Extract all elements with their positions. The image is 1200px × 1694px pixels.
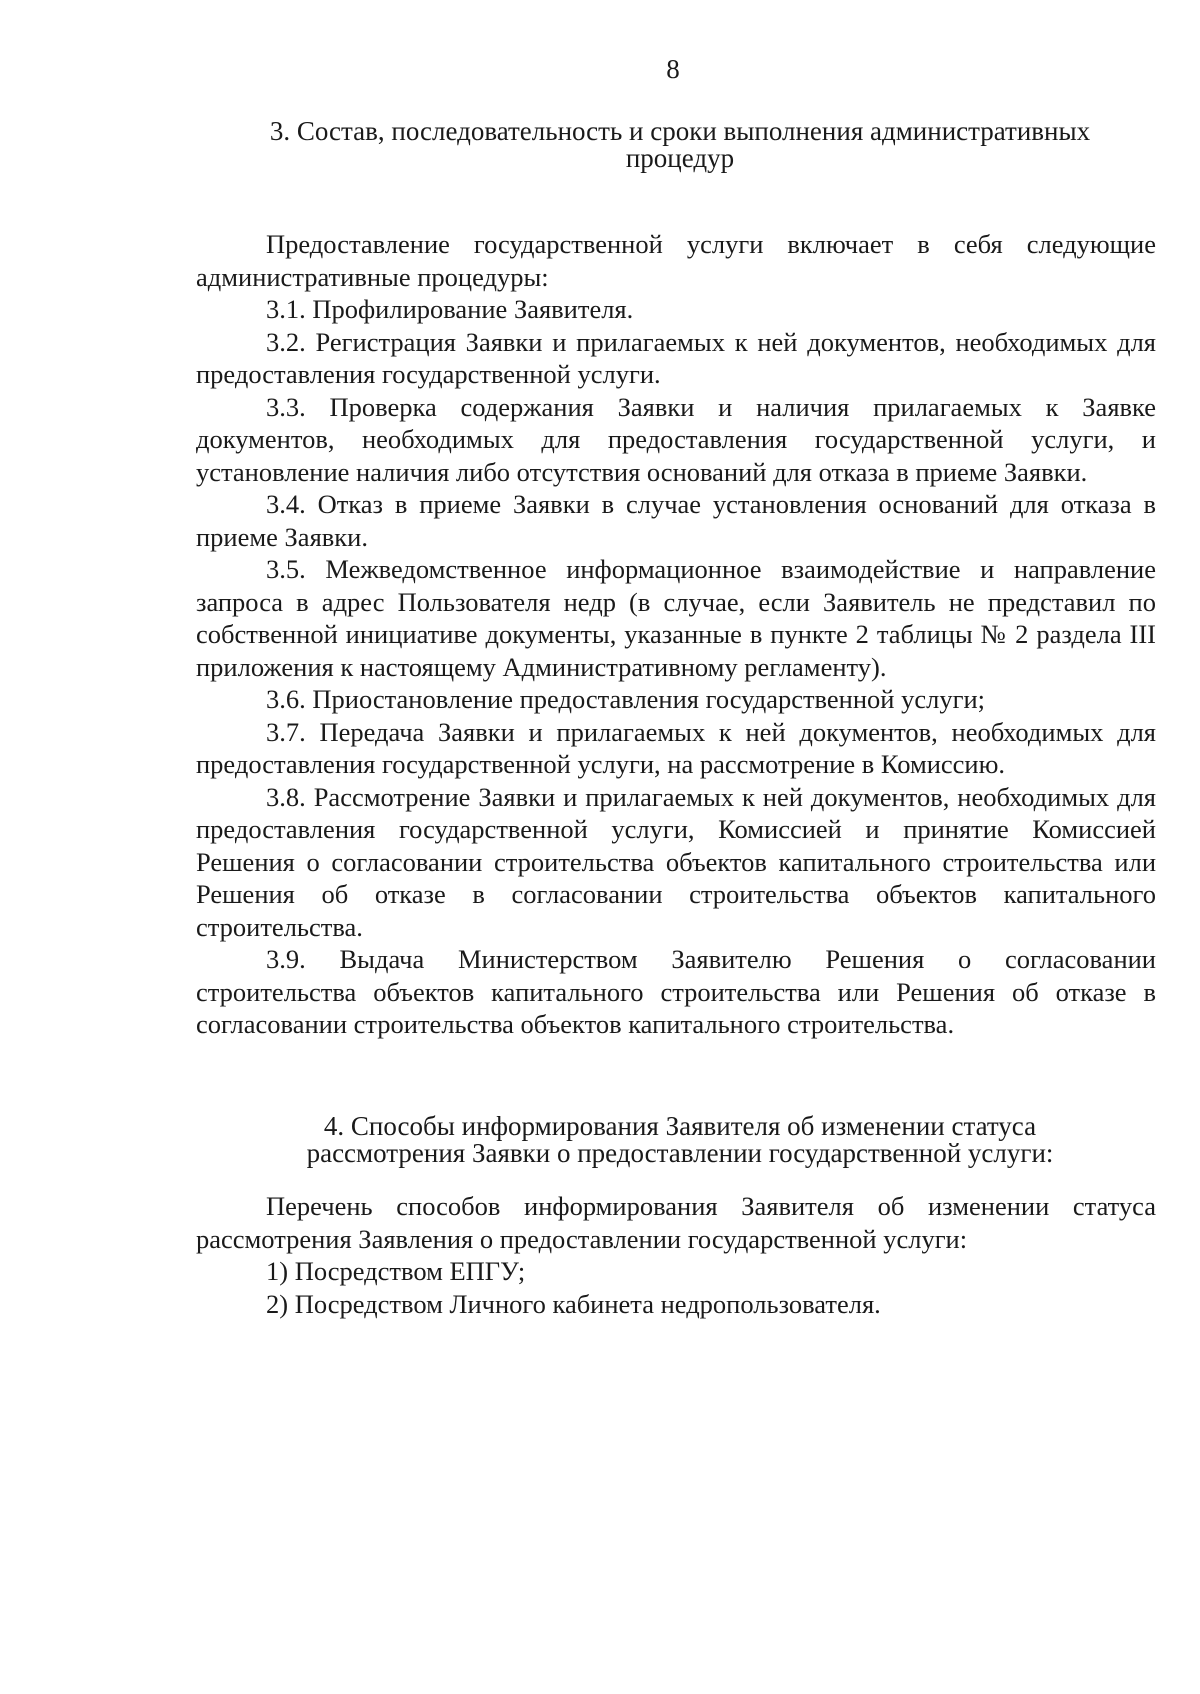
section-3-item: 3.8. Рассмотрение Заявки и прилагаемых к ней документов, необходимых для предоставления государственной услуги, Комиссией и принятие Комиссией Решения о согласовании строительства объектов капитального строительства или Решения об отказе в согласовании строительства объектов капитального строительства. xyxy=(196,781,1156,942)
section-3-item: 3.6. Приостановление предоставления государственной услуги; xyxy=(266,684,985,714)
page-number: 8 xyxy=(666,54,680,84)
section-3-heading: 3. Состав, последовательность и сроки выполнения административных процедур xyxy=(269,116,1091,173)
section-4-heading: 4. Способы информирования Заявителя об изменении статуса рассмотрения Заявки о предоставлении государственной услуги: xyxy=(306,1111,1054,1168)
section-3-item: 3.7. Передача Заявки и прилагаемых к ней документов, необходимых для предоставления государственной услуги, на рассмотрение в Комиссию. xyxy=(196,716,1156,779)
section-3-item: 3.9. Выдача Министерством Заявителю Решения о согласовании строительства объектов капитального строительства или Решения об отказе в согласовании строительства объектов капитального строительства. xyxy=(196,944,1156,1039)
section-4-item: 1) Посредством ЕПГУ; xyxy=(266,1256,526,1286)
section-3-body xyxy=(196,228,1156,1041)
section-3-item: 3.5. Межведомственное информационное взаимодействие и направление запроса в адрес Пользователя недр (в случае, если Заявитель не представил по собственной инициативе документы, указанные в пункте 2 таблицы № 2 раздела III приложения к настоящему Административному регламенту). xyxy=(196,554,1156,682)
section-3-item: 3.4. Отказ в приеме Заявки в случае установления оснований для отказа в приеме Заявки. xyxy=(196,489,1156,552)
section-3-item: 3.2. Регистрация Заявки и прилагаемых к ней документов, необходимых для предоставления государственной услуги. xyxy=(196,326,1156,389)
section-4-body xyxy=(196,1190,1156,1320)
section-3-item: 3.3. Проверка содержания Заявки и наличия прилагаемых к Заявке документов, необходимых для предоставления государственной услуги, и установление наличия либо отсутствия оснований для отказа в приеме Заявки. xyxy=(196,391,1156,487)
section-4-intro: Перечень способов информирования Заявителя об изменении статуса рассмотрения Заявления о предоставлении государственной услуги: xyxy=(196,1191,1156,1254)
section-3-intro: Предоставление государственной услуги включает в себя следующие административные процедуры: xyxy=(196,229,1156,292)
section-4-item: 2) Посредством Личного кабинета недропользователя. xyxy=(266,1288,881,1319)
section-3-item: 3.1. Профилирование Заявителя. xyxy=(266,294,634,324)
